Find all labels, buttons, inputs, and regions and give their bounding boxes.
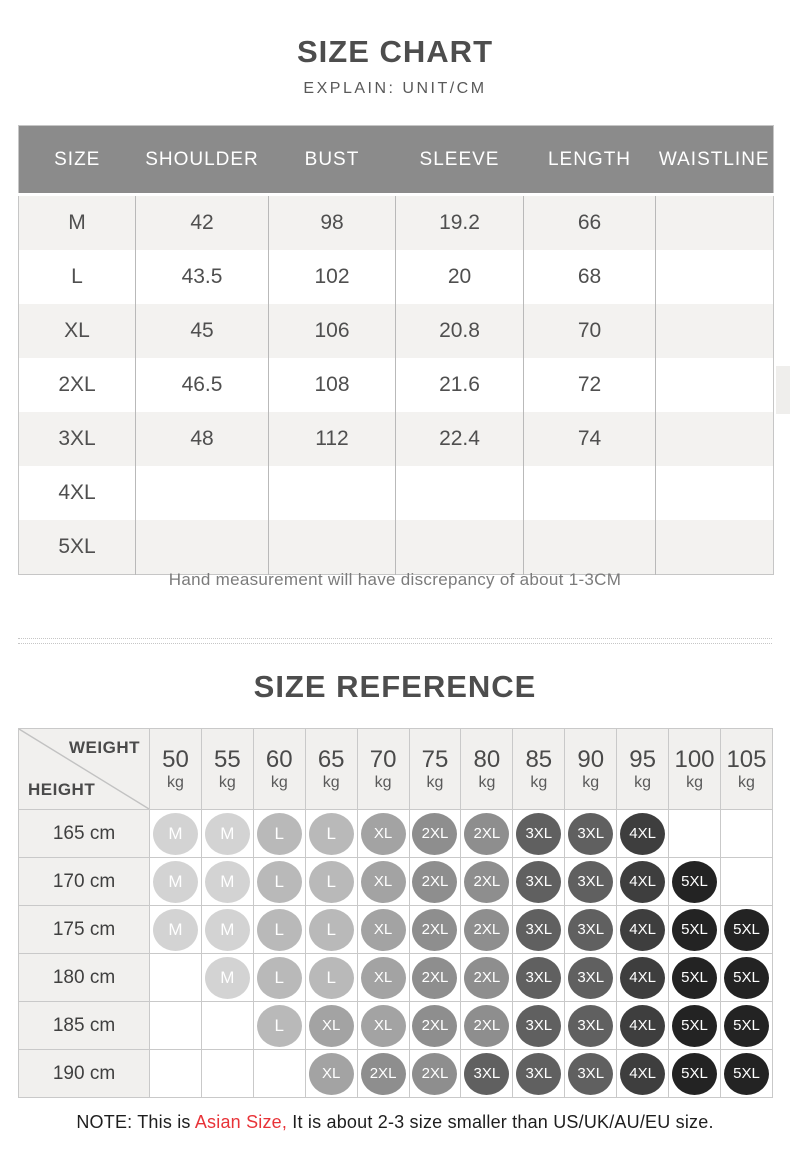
size-cell — [150, 810, 202, 858]
size-reference-row — [19, 954, 773, 1002]
size-cell — [357, 810, 409, 858]
size-cell — [150, 1002, 202, 1050]
size-cell — [409, 954, 461, 1002]
size-badge-3xl: 3XL — [568, 1005, 613, 1047]
size-label: 5XL — [58, 535, 96, 558]
measurement-value — [656, 520, 774, 575]
measurement-value: 72 — [524, 358, 656, 412]
column-header-waistline: WAISTLINE — [656, 126, 774, 195]
weight-value: 95 — [629, 746, 656, 774]
measurement-value: 102 — [269, 250, 396, 304]
size-cell — [253, 858, 305, 906]
size-cell — [617, 858, 669, 906]
size-chart-row — [19, 412, 774, 466]
size-badge-xl: XL — [361, 909, 406, 951]
size-cell — [617, 1050, 669, 1098]
weight-header-60 — [253, 729, 305, 810]
asian-size-highlight: Asian Size, — [194, 1112, 288, 1132]
size-badge-xl: XL — [361, 813, 406, 855]
size-cell — [305, 858, 357, 906]
measurement-value — [524, 520, 656, 575]
size-cell — [305, 1050, 357, 1098]
size-label: M — [68, 211, 86, 234]
size-reference-table — [18, 728, 773, 1098]
weight-header-90 — [565, 729, 617, 810]
size-cell — [565, 1002, 617, 1050]
weight-value: 100 — [674, 746, 715, 774]
size-cell — [253, 810, 305, 858]
size-cell — [409, 1050, 461, 1098]
size-badge-3xl: 3XL — [568, 1053, 613, 1095]
size-reference-row — [19, 1002, 773, 1050]
weight-header-80 — [461, 729, 513, 810]
height-label: 180 cm — [19, 954, 150, 1002]
size-cell — [565, 810, 617, 858]
size-badge-l: L — [309, 957, 354, 999]
weight-unit: kg — [634, 774, 652, 791]
measurement-value — [656, 466, 774, 520]
size-cell — [357, 954, 409, 1002]
size-badge-3xl: 3XL — [568, 957, 613, 999]
weight-value: 60 — [265, 746, 293, 774]
dotted-divider — [18, 638, 772, 644]
measurement-value: 70 — [524, 304, 656, 358]
measurement-value: 42 — [136, 195, 269, 251]
size-badge-xl: XL — [361, 861, 406, 903]
weight-value: 105 — [726, 746, 767, 774]
size-cell — [253, 1050, 305, 1098]
column-header-shoulder: SHOULDER — [136, 126, 269, 195]
size-badge-l: L — [257, 861, 302, 903]
measurement-value — [656, 195, 774, 251]
size-cell — [617, 810, 669, 858]
size-label: XL — [64, 319, 90, 342]
size-cell — [201, 1002, 253, 1050]
size-badge-3xl: 3XL — [516, 1005, 561, 1047]
size-badge-m: M — [205, 909, 250, 951]
size-badge-l: L — [309, 909, 354, 951]
size-badge-3xl: 3XL — [516, 813, 561, 855]
size-cell — [720, 906, 772, 954]
size-chart-title — [0, 34, 790, 70]
size-chart-header-row — [19, 126, 774, 195]
size-cell — [201, 954, 253, 1002]
size-cell — [150, 858, 202, 906]
note-suffix: It is about 2-3 size smaller than US/UK/AU/EU size. — [287, 1112, 714, 1132]
size-badge-3xl: 3XL — [516, 1053, 561, 1095]
weight-unit: kg — [686, 774, 703, 791]
measurement-value: 74 — [524, 412, 656, 466]
size-badge-4xl: 4XL — [620, 1005, 665, 1047]
size-badge-2xl: 2XL — [464, 861, 509, 903]
size-cell — [357, 906, 409, 954]
size-cell — [461, 1002, 513, 1050]
size-badge-xl: XL — [361, 1005, 406, 1047]
size-cell — [565, 1050, 617, 1098]
size-cell — [513, 906, 565, 954]
weight-value: 65 — [317, 746, 345, 774]
column-header-length: LENGTH — [524, 126, 656, 195]
column-header-size: SIZE — [19, 126, 136, 195]
size-cell — [409, 1002, 461, 1050]
size-badge-2xl: 2XL — [412, 813, 457, 855]
height-label: 175 cm — [19, 906, 150, 954]
size-cell — [409, 858, 461, 906]
height-label: 185 cm — [19, 1002, 150, 1050]
size-cell — [150, 1050, 202, 1098]
weight-header-55 — [201, 729, 253, 810]
size-badge-5xl: 5XL — [672, 1005, 717, 1047]
size-chart-row — [19, 250, 774, 304]
size-cell — [150, 906, 202, 954]
weight-height-corner-cell — [19, 729, 150, 810]
weight-value: 90 — [577, 746, 605, 774]
size-chart-row — [19, 358, 774, 412]
measurement-value — [524, 466, 656, 520]
size-badge-2xl: 2XL — [361, 1053, 406, 1095]
size-badge-3xl: 3XL — [568, 909, 613, 951]
size-badge-l: L — [309, 813, 354, 855]
weight-header-105 — [720, 729, 772, 810]
measurement-value: 106 — [269, 304, 396, 358]
size-badge-5xl: 5XL — [672, 861, 717, 903]
size-badge-4xl: 4XL — [620, 957, 665, 999]
size-cell — [617, 1002, 669, 1050]
weight-value: 55 — [214, 746, 241, 774]
size-reference-title-text: SIZE REFERENCE — [253, 669, 537, 704]
size-badge-5xl: 5XL — [724, 1005, 769, 1047]
measurement-value: 45 — [136, 304, 269, 358]
unit-subtitle: EXPLAIN: UNIT/CM — [303, 80, 487, 97]
size-cell — [565, 906, 617, 954]
size-badge-l: L — [257, 957, 302, 999]
size-cell — [201, 858, 253, 906]
size-cell — [720, 1002, 772, 1050]
size-badge-5xl: 5XL — [672, 957, 717, 999]
weight-unit: kg — [322, 774, 340, 791]
size-cell — [669, 954, 721, 1002]
weight-label: WEIGHT — [69, 738, 140, 757]
weight-value: 80 — [473, 746, 501, 774]
size-cell — [409, 810, 461, 858]
size-cell — [201, 810, 253, 858]
weight-value: 70 — [369, 746, 397, 774]
size-badge-xl: XL — [309, 1005, 354, 1047]
weight-unit: kg — [738, 774, 755, 791]
size-badge-5xl: 5XL — [724, 1053, 769, 1095]
size-cell — [357, 858, 409, 906]
size-cell — [461, 906, 513, 954]
size-cell — [720, 858, 772, 906]
measurement-value — [269, 520, 396, 575]
measurement-value: 98 — [269, 195, 396, 251]
size-cell — [565, 858, 617, 906]
size-badge-3xl: 3XL — [568, 813, 613, 855]
size-badge-xl: XL — [309, 1053, 354, 1095]
measurement-value — [656, 304, 774, 358]
size-cell — [513, 1050, 565, 1098]
size-reference-row — [19, 858, 773, 906]
size-cell — [357, 1050, 409, 1098]
size-badge-m: M — [153, 861, 198, 903]
measurement-discrepancy-note: Hand measurement will have discrepancy of about 1-3CM — [168, 570, 622, 589]
weight-unit: kg — [478, 774, 496, 791]
size-reference-row — [19, 1050, 773, 1098]
measurement-value — [269, 466, 396, 520]
size-chart-row — [19, 466, 774, 520]
size-badge-m: M — [205, 813, 250, 855]
size-cell — [565, 954, 617, 1002]
height-label: 190 cm — [19, 1050, 150, 1098]
note-prefix: NOTE: This is — [76, 1112, 195, 1132]
weight-header-50 — [150, 729, 202, 810]
size-cell — [305, 954, 357, 1002]
size-badge-3xl: 3XL — [464, 1053, 509, 1095]
size-badge-3xl: 3XL — [516, 909, 561, 951]
measurement-value: 19.2 — [396, 195, 524, 251]
size-badge-m: M — [205, 957, 250, 999]
weight-value: 50 — [162, 746, 189, 774]
size-badge-4xl: 4XL — [620, 813, 665, 855]
size-chart-row — [19, 195, 774, 251]
size-label: 3XL — [58, 427, 96, 450]
size-cell — [357, 1002, 409, 1050]
measurement-value: 21.6 — [396, 358, 524, 412]
column-header-bust: BUST — [269, 126, 396, 195]
size-badge-xl: XL — [361, 957, 406, 999]
size-badge-5xl: 5XL — [672, 909, 717, 951]
size-cell — [305, 810, 357, 858]
measurement-value — [656, 250, 774, 304]
size-chart-table — [18, 125, 774, 575]
size-reference-row — [19, 906, 773, 954]
size-badge-5xl: 5XL — [724, 957, 769, 999]
measurement-value — [656, 358, 774, 412]
weight-value: 85 — [525, 746, 553, 774]
weight-header-75 — [409, 729, 461, 810]
measurement-value: 20 — [396, 250, 524, 304]
size-badge-2xl: 2XL — [464, 1005, 509, 1047]
measurement-value: 22.4 — [396, 412, 524, 466]
size-cell — [305, 906, 357, 954]
size-cell — [201, 906, 253, 954]
measurement-value — [136, 466, 269, 520]
measurement-value: 112 — [269, 412, 396, 466]
size-chart-row — [19, 304, 774, 358]
size-badge-m: M — [205, 861, 250, 903]
size-reference-title — [0, 669, 790, 705]
size-badge-2xl: 2XL — [412, 1053, 457, 1095]
size-cell — [669, 1050, 721, 1098]
size-badge-3xl: 3XL — [516, 861, 561, 903]
weight-unit: kg — [426, 774, 444, 791]
weight-unit: kg — [530, 774, 548, 791]
size-cell — [201, 1050, 253, 1098]
size-badge-2xl: 2XL — [412, 1005, 457, 1047]
size-cell — [305, 1002, 357, 1050]
height-label: 165 cm — [19, 810, 150, 858]
size-cell — [409, 906, 461, 954]
weight-unit: kg — [167, 774, 184, 791]
measurement-value: 46.5 — [136, 358, 269, 412]
size-reference-row — [19, 810, 773, 858]
size-reference-header-row — [19, 729, 773, 810]
measurement-value — [396, 466, 524, 520]
size-badge-l: L — [257, 909, 302, 951]
weight-unit: kg — [270, 774, 288, 791]
size-chart-row — [19, 520, 774, 575]
weight-value: 75 — [421, 746, 449, 774]
size-cell — [720, 1050, 772, 1098]
size-cell — [617, 954, 669, 1002]
size-cell — [669, 1002, 721, 1050]
size-cell — [669, 906, 721, 954]
size-cell — [461, 858, 513, 906]
measurement-value — [396, 520, 524, 575]
size-badge-m: M — [153, 909, 198, 951]
right-edge-fragment — [776, 366, 790, 414]
size-badge-4xl: 4XL — [620, 1053, 665, 1095]
size-cell — [669, 858, 721, 906]
size-cell — [253, 1002, 305, 1050]
weight-header-100 — [669, 729, 721, 810]
size-badge-5xl: 5XL — [672, 1053, 717, 1095]
column-header-sleeve: SLEEVE — [396, 126, 524, 195]
size-badge-5xl: 5XL — [724, 909, 769, 951]
size-chart-title-text: SIZE CHART — [297, 34, 493, 69]
size-cell — [720, 810, 772, 858]
size-badge-4xl: 4XL — [620, 909, 665, 951]
size-badge-2xl: 2XL — [412, 861, 457, 903]
size-cell — [513, 810, 565, 858]
size-cell — [253, 954, 305, 1002]
size-badge-3xl: 3XL — [568, 861, 613, 903]
size-label: 2XL — [58, 373, 96, 396]
measurement-value — [136, 520, 269, 575]
height-label: 170 cm — [19, 858, 150, 906]
size-label: L — [71, 265, 83, 288]
size-badge-3xl: 3XL — [516, 957, 561, 999]
measurement-value — [656, 412, 774, 466]
measurement-value: 48 — [136, 412, 269, 466]
weight-header-85 — [513, 729, 565, 810]
size-badge-2xl: 2XL — [464, 813, 509, 855]
size-badge-2xl: 2XL — [464, 957, 509, 999]
weight-header-95 — [617, 729, 669, 810]
weight-unit: kg — [582, 774, 600, 791]
measurement-value: 68 — [524, 250, 656, 304]
size-badge-2xl: 2XL — [464, 909, 509, 951]
weight-header-65 — [305, 729, 357, 810]
weight-unit: kg — [218, 774, 236, 791]
measurement-value: 66 — [524, 195, 656, 251]
size-badge-4xl: 4XL — [620, 861, 665, 903]
height-label: HEIGHT — [28, 780, 96, 799]
size-cell — [461, 954, 513, 1002]
size-cell — [617, 906, 669, 954]
size-badge-l: L — [257, 1005, 302, 1047]
size-badge-l: L — [309, 861, 354, 903]
size-cell — [253, 906, 305, 954]
asian-size-note — [0, 1112, 790, 1133]
size-badge-2xl: 2XL — [412, 909, 457, 951]
size-badge-m: M — [153, 813, 198, 855]
size-cell — [461, 810, 513, 858]
size-label: 4XL — [58, 481, 96, 504]
size-badge-2xl: 2XL — [412, 957, 457, 999]
size-cell — [461, 1050, 513, 1098]
weight-header-70 — [357, 729, 409, 810]
measurement-value: 43.5 — [136, 250, 269, 304]
size-badge-l: L — [257, 813, 302, 855]
size-cell — [150, 954, 202, 1002]
size-cell — [720, 954, 772, 1002]
size-cell — [669, 810, 721, 858]
weight-unit: kg — [374, 774, 392, 791]
size-cell — [513, 858, 565, 906]
size-cell — [513, 954, 565, 1002]
size-cell — [513, 1002, 565, 1050]
measurement-value: 108 — [269, 358, 396, 412]
measurement-value: 20.8 — [396, 304, 524, 358]
